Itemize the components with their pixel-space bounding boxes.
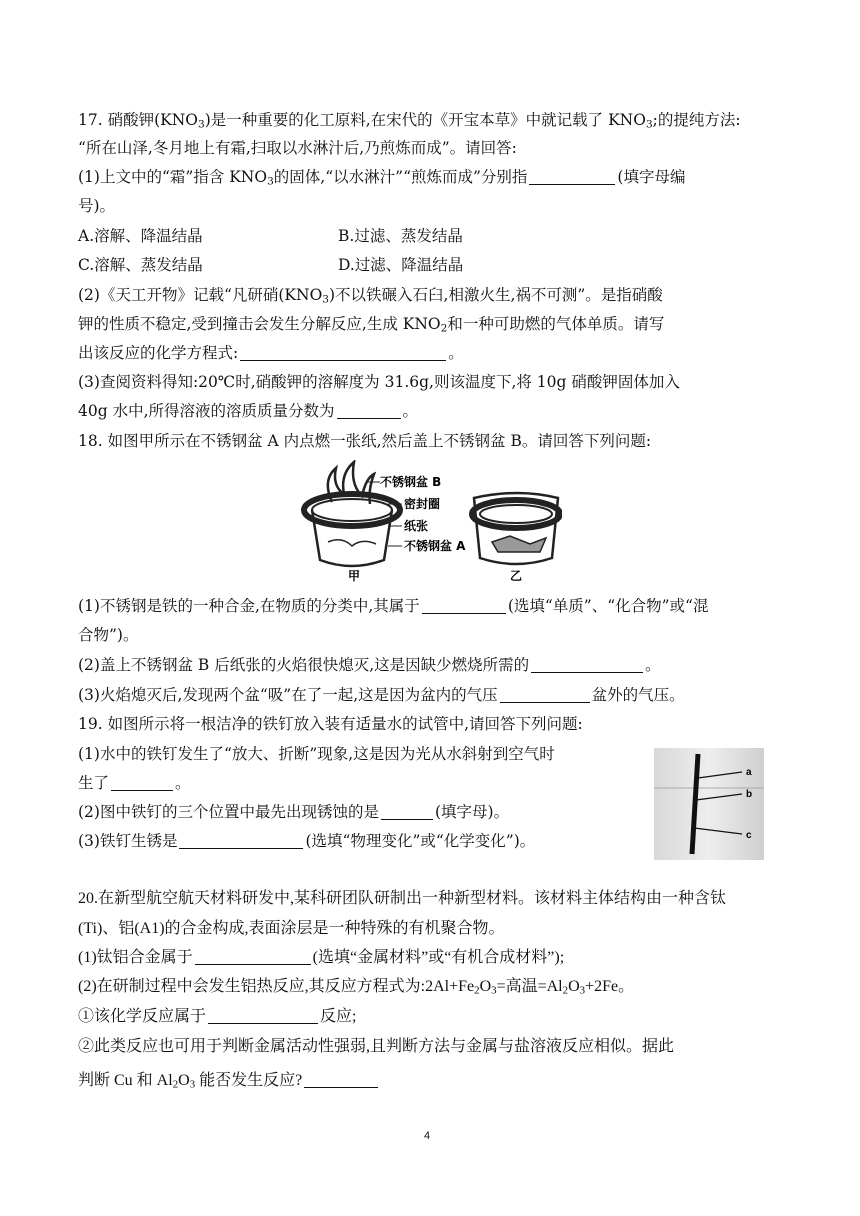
text: O [178, 1072, 190, 1089]
text: (2)《天工开物》记载“凡研硝(KNO [78, 286, 323, 304]
text: 钾的性质不稳定,受到撞击会发生分解反应,生成 KNO [78, 315, 441, 333]
q18-line-2 [78, 596, 708, 616]
q20-line-5 [78, 1007, 356, 1027]
subscript: 3 [197, 118, 205, 131]
q17-line-3 [78, 167, 685, 187]
subscript: 3 [579, 984, 586, 997]
basin-b-diagram [472, 493, 560, 564]
option-a: A.溶解、降温结晶 [78, 227, 203, 245]
text: )不以铁碾入石臼,相激火生,祸不可测”。是指硝酸 [328, 286, 663, 304]
q17-line-11 [78, 401, 418, 421]
answer-blank[interactable] [179, 832, 303, 849]
answer-blank[interactable] [337, 402, 401, 419]
text: (2)在研制过程中会发生铝热反应,其反应方程式为:2Al+Fe [78, 978, 475, 995]
text: =高温=Al [496, 978, 563, 995]
q19-line-2: (1)水中的铁钉发生了“放大、折断”现象,这是因为光从水斜射到空气时 [78, 745, 555, 763]
text: 。 [645, 656, 661, 674]
text: 。 [175, 774, 191, 792]
text: (填字母)。 [434, 803, 510, 821]
text: (3)火焰熄灭后,发现两个盆“吸”在了一起,这是因为盆内的气压 [78, 686, 498, 704]
text: 和一种可助燃的气体单质。请写 [447, 315, 665, 333]
text: 能否发生反应? [195, 1072, 303, 1089]
q20-line-6: ②此类反应也可用于判断金属活动性强弱,且判断方法与金属与盐溶液反应相似。据此 [78, 1038, 675, 1055]
q17-options-row-1 [78, 226, 203, 246]
q17-line-1 [78, 110, 741, 130]
caption-jia: 甲 [348, 569, 361, 583]
subscript: 3 [322, 293, 329, 306]
q18-line-5 [78, 685, 685, 705]
label-basin-b: 不锈钢盆 B [380, 475, 442, 489]
label-b: b [746, 789, 753, 800]
text: (1)不锈钢是铁的一种合金,在物质的分类中,其属于 [78, 597, 420, 615]
text: ;的提纯方法: [652, 111, 741, 129]
subscript: 2 [562, 984, 569, 997]
text: 的固体,“以水淋汁”“煎炼而成”分别指 [273, 168, 528, 186]
label-c: c [746, 830, 752, 841]
caption-yi: 乙 [510, 569, 523, 583]
answer-blank[interactable] [500, 686, 590, 703]
q20-line-7 [78, 1071, 380, 1091]
q18-line-4 [78, 655, 661, 675]
q17-line-2: “所在山泽,冬月地上有霜,扫取以水淋汁后,乃煎炼而成”。请回答: [78, 139, 517, 157]
text: )是一种重要的化工原料,在宋代的《开宝本草》中就记载了 KNO [204, 111, 646, 129]
answer-blank[interactable] [240, 344, 446, 361]
q19-line-5 [78, 831, 535, 851]
subscript: 2 [474, 984, 480, 997]
q17-line-9 [78, 343, 464, 363]
subscript: 2 [172, 1078, 179, 1091]
answer-blank[interactable] [529, 168, 615, 185]
label-seal: 密封圈 [404, 497, 441, 511]
q17-line-10: (3)查阅资料得知:20℃时,硝酸钾的溶解度为 31.6g,则该温度下,将 10g 硝酸钾固体加入 [78, 373, 680, 391]
text: 。 [402, 402, 419, 420]
text: (选填“单质”、“化合物”或“混 [507, 597, 709, 615]
text: 出该反应的化学方程式: [78, 344, 239, 362]
q19-line-1: 19. 如图所示将一根洁净的铁钉放入装有适量水的试管中,请回答下列问题: [78, 715, 583, 733]
text: 17. 硝酸钾(KNO [78, 111, 198, 129]
q19-line-3 [78, 773, 191, 793]
q20-line-1: 20.在新型航空航天材料研发中,某科研团队研制出一种新型材料。该材料主体结构由一种含钛 [78, 890, 727, 907]
answer-blank[interactable] [208, 1007, 318, 1024]
q20-line-2: (Ti)、铝(A1)的合金构成,表面涂层是一种特殊的有机聚合物。 [78, 920, 505, 937]
label-a: a [746, 767, 752, 778]
answer-blank[interactable] [422, 597, 506, 614]
text: (2)图中铁钉的三个位置中最先出现锈蚀的是 [78, 803, 379, 821]
text: 生了 [78, 774, 110, 792]
text: 反应; [320, 1008, 357, 1025]
page-number: 4 [424, 1130, 431, 1142]
subscript: 3 [189, 1078, 196, 1091]
text: O [568, 978, 580, 995]
q17-line-4: 号)。 [78, 197, 116, 215]
text: +2Fe。 [585, 978, 635, 995]
option-d: D.过滤、降温结晶 [338, 256, 464, 274]
text: (填字母编 [617, 168, 686, 186]
text: (1)上文中的“霜”指含 KNO [78, 168, 268, 186]
q18-line-3: 合物”)。 [78, 626, 139, 644]
test-tube-photo [654, 748, 764, 860]
text: (选填“金属材料”或“有机合成材料”); [312, 949, 565, 966]
subscript: 3 [267, 175, 274, 188]
text: 。 [448, 344, 464, 362]
q18-line-1: 18. 如图甲所示在不锈钢盆 A 内点燃一张纸,然后盖上不锈钢盆 B。请回答下列问题: [78, 432, 652, 450]
text: 40g 水中,所得溶液的溶质质量分数为 [78, 402, 335, 420]
label-paper: 纸张 [404, 519, 429, 533]
q17-line-8 [78, 314, 664, 334]
q20-line-4 [78, 977, 634, 997]
q17-line-7 [78, 285, 663, 305]
answer-blank[interactable] [304, 1071, 378, 1088]
option-b: B.过滤、蒸发结晶 [338, 227, 463, 245]
text: (2)盖上不锈钢盆 B 后纸张的火焰很快熄灭,这是因缺少燃烧所需的 [78, 656, 530, 674]
q19-line-4 [78, 802, 509, 822]
text: (选填“物理变化”或“化学变化”)。 [305, 832, 536, 850]
label-basin-a: 不锈钢盆 A [404, 539, 466, 553]
answer-blank[interactable] [111, 774, 173, 791]
text: (3)铁钉生锈是 [78, 832, 178, 850]
q20-line-3 [78, 948, 564, 968]
text: ①该化学反应属于 [78, 1008, 207, 1025]
nail-figure [654, 748, 764, 860]
subscript: 2 [440, 322, 448, 335]
answer-blank[interactable] [381, 803, 433, 820]
text: (1)钛铝合金属于 [78, 949, 193, 966]
text: 盆外的气压。 [591, 686, 685, 704]
basin-figure [292, 460, 562, 584]
text: O [479, 978, 492, 995]
answer-blank[interactable] [531, 656, 643, 673]
answer-blank[interactable] [195, 948, 311, 965]
subscript: 3 [491, 984, 497, 997]
option-c: C.溶解、蒸发结晶 [78, 256, 203, 274]
text: 判断 Cu 和 Al [78, 1072, 173, 1089]
subscript: 3 [645, 118, 653, 131]
